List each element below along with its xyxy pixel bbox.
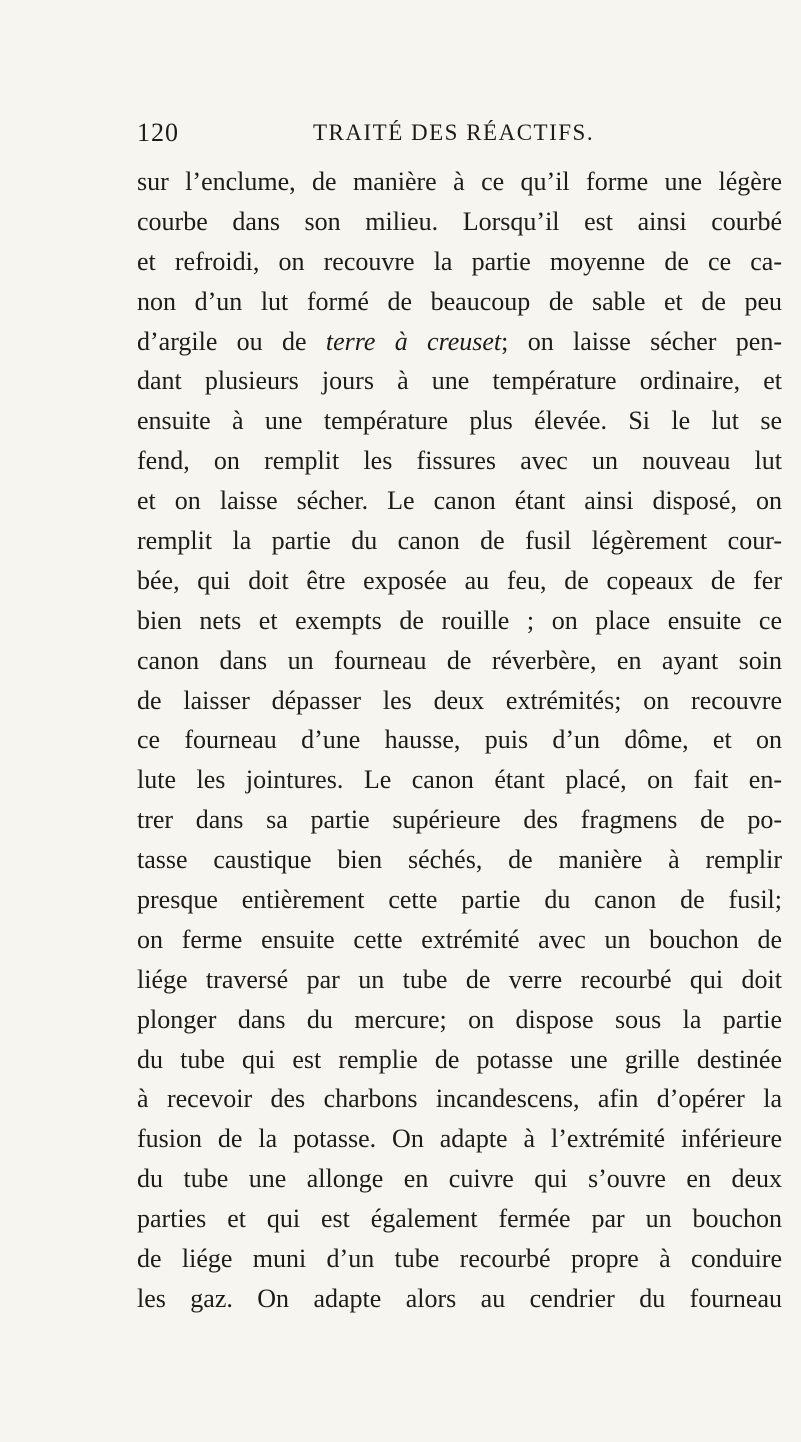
text-line: canon dans un fourneau de réverbère, en ayant soin (137, 645, 782, 675)
page-number: 120 (137, 118, 179, 147)
text-line: presque entièrement cette partie du canon de fusil; (137, 885, 782, 915)
text-run: ; on laisse sécher pen- (501, 326, 782, 356)
running-head (137, 116, 801, 156)
text-line: plonger dans du mercure; on dispose sous la partie (137, 1004, 782, 1034)
text-line: les gaz. On adapte alors au cendrier du fourneau (137, 1283, 782, 1313)
text-line: fend, on remplit les fissures avec un nouveau lut (137, 446, 782, 476)
italic-term: terre à creuset (325, 326, 502, 356)
running-title: TRAITÉ DES RÉACTIFS. (313, 120, 595, 145)
text-line: ce fourneau d’une hausse, puis d’un dôme, et on (137, 725, 782, 755)
text-line: parties et qui est également fermée par un bouchon (137, 1204, 782, 1234)
text-line: non d’un lut formé de beaucoup de sable et de peu (137, 286, 782, 316)
text-line: du tube une allonge en cuivre qui s’ouvre en deux (137, 1164, 782, 1194)
text-line: lute les jointures. Le canon étant placé, on fait en- (137, 765, 782, 795)
text-line: bien nets et exempts de rouille ; on place ensuite ce (137, 605, 782, 635)
text-line: du tube qui est remplie de potasse une grille destinée (137, 1044, 782, 1074)
text-line: courbe dans son milieu. Lorsqu’il est ainsi courbé (137, 206, 782, 236)
text-line (137, 322, 782, 362)
text-line: de liége muni d’un tube recourbé propre à conduire (137, 1244, 782, 1274)
text-line: remplit la partie du canon de fusil légèrement cour- (137, 526, 782, 556)
text-line: ensuite à une température plus élevée. Si le lut se (137, 406, 782, 436)
text-line: dant plusieurs jours à une température ordinaire, et (137, 366, 782, 396)
text-line: et refroidi, on recouvre la partie moyenne de ce ca- (137, 246, 782, 276)
text-line: à recevoir des charbons incandescens, afin d’opérer la (137, 1084, 782, 1114)
text-run: d’argile ou de (137, 326, 326, 356)
text-line: et on laisse sécher. Le canon étant ainsi disposé, on (137, 486, 782, 516)
text-line: trer dans sa partie supérieure des fragmens de po- (137, 805, 782, 835)
text-line: de laisser dépasser les deux extrémités; on recouvre (137, 685, 782, 715)
text-line: on ferme ensuite cette extrémité avec un bouchon de (137, 924, 782, 954)
text-line: fusion de la potasse. On adapte à l’extrémité inférieure (137, 1124, 782, 1154)
text-line: bée, qui doit être exposée au feu, de copeaux de fer (137, 565, 782, 595)
text-line: liége traversé par un tube de verre recourbé qui doit (137, 964, 782, 994)
body-text (137, 162, 782, 1319)
text-line: tasse caustique bien séchés, de manière à remplir (137, 845, 782, 875)
text-line: sur l’enclume, de manière à ce qu’il forme une légère (137, 167, 782, 196)
